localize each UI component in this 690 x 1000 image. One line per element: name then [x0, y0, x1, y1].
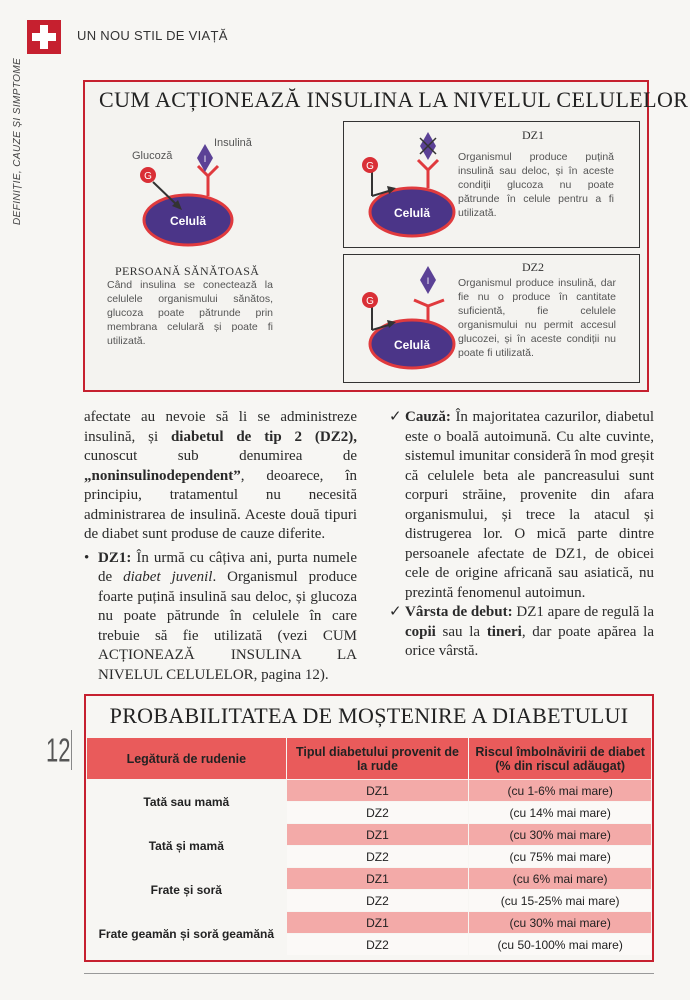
insulin-box-title: CUM ACȚIONEAZĂ INSULINA LA NIVELUL CELULELOR	[99, 87, 689, 112]
table-row	[87, 824, 652, 846]
insulin-receptor	[418, 160, 438, 188]
dz2-heading: DZ2	[522, 260, 544, 274]
type-cell: DZ1	[286, 780, 469, 802]
page-number-rule	[71, 730, 72, 770]
relation-cell: Frate și soră	[87, 868, 287, 912]
intro-paragraph: afectate au nevoie să li se administreze insulină, și diabetul de tip 2 (DZ2), cunoscut sub denumirea de „noninsulinodependent”, deoarece, în principiu, tratamentul nu necesită administrarea de insulină. Aceste două tipuri de diabet sunt produse de cauze diferite.	[84, 409, 357, 542]
risk-cell: (cu 30% mai mare)	[469, 912, 652, 934]
table-header-row	[87, 738, 652, 780]
cell-label: Celulă	[169, 214, 207, 228]
onset-item: ✓ Vârsta de debut: DZ1 apare de regulă la copii sau la tineri, dar poate apărea la orice vârstă.	[389, 604, 654, 659]
side-label: DEFINIȚIE, CAUZE ȘI SIMPTOME	[12, 57, 23, 225]
cross-reference: CUM ACȚIONEAZĂ INSULINA LA NIVELUL CELULELOR	[98, 627, 357, 683]
type-cell: DZ1	[286, 912, 469, 934]
probability-title: PROBABILITATEA DE MOȘTENIRE A DIABETULUI	[109, 703, 629, 728]
insulin-receptor	[414, 300, 444, 322]
risk-cell: (cu 6% mai mare)	[469, 868, 652, 890]
header-risk: Riscul îmbolnăvirii de diabet (% din riscul adăugat)	[469, 738, 652, 780]
type-cell: DZ1	[286, 824, 469, 846]
type-cell: DZ2	[286, 802, 469, 824]
cell-label: Celulă	[393, 206, 431, 220]
dz2-cell-diagram	[350, 262, 460, 378]
running-head: UN NOU STIL DE VIAȚĂ	[77, 28, 228, 43]
page-number: 12	[46, 731, 71, 769]
risk-cell: (cu 50-100% mai mare)	[469, 934, 652, 956]
type-cell: DZ2	[286, 846, 469, 868]
relation-cell: Tată și mamă	[87, 824, 287, 868]
dz1-cell-diagram	[350, 130, 460, 242]
risk-cell: (cu 1-6% mai mare)	[469, 780, 652, 802]
healthy-text: Când insulina se conectează la celulele organismului sănătos, glucoza poate pătrunde prin membrana celulară și poate fi utilizată.	[107, 279, 273, 347]
header-relation: Legătură de rudenie	[87, 738, 287, 780]
type-cell: DZ2	[286, 934, 469, 956]
risk-cell: (cu 15-25% mai mare)	[469, 890, 652, 912]
risk-cell: (cu 14% mai mare)	[469, 802, 652, 824]
dz1-heading: DZ1	[522, 128, 544, 142]
glucose-letter: G	[366, 161, 374, 172]
type-cell: DZ1	[286, 868, 469, 890]
bottom-rule	[84, 973, 654, 974]
header-type: Tipul diabetului provenit de la rude	[286, 738, 469, 780]
checkmark-icon: ✓	[389, 604, 402, 620]
relation-cell: Tată sau mamă	[87, 780, 287, 824]
left-column	[84, 408, 357, 685]
insulin-label: Insulină	[214, 137, 252, 149]
table-row	[87, 868, 652, 890]
glucose-letter: G	[366, 296, 374, 307]
relation-cell: Frate geamăn și soră geamănă	[87, 912, 287, 956]
table-row	[87, 912, 652, 934]
probability-table	[86, 737, 652, 956]
red-cross-icon	[27, 20, 61, 54]
right-column	[389, 408, 654, 662]
glucose-label: Glucoză	[132, 150, 173, 162]
dz1-text: Organismul produce puțină insulină sau deloc, și în aceste condiții glucoza nu poate pătrunde în celule pentru a fi utilizată.	[458, 151, 614, 219]
risk-cell: (cu 30% mai mare)	[469, 824, 652, 846]
bullet-dot-icon: •	[84, 549, 90, 566]
dz1-bullet: • DZ1: În urmă cu câțiva ani, purta numele de diabet juvenil. Organismul produce foarte puțină insulină sau deloc, și glucoza nu poate pătrunde în celulele în care trebuie să fie utilizată (vezi CUM ACȚIONEAZĂ INSULINA LA NIVELUL CELULELOR, pagina 12).	[84, 549, 357, 683]
dz2-text: Organismul produce insulină, dar fie nu o produce în cantitate suficientă, fie celulele organismului nu permit accesul glucozei, și în aceste condiții nu poate fi utilizată.	[458, 277, 616, 359]
type-cell: DZ2	[286, 890, 469, 912]
cause-item: ✓ Cauză: În majoritatea cazurilor, diabetul este o boală autoimună. Cu alte cuvinte, sistemul imunitar consideră în mod greșit că celulele beta ale pancreasului sunt corpuri străine, provenite din afara organismului, și trece la atacul și distrugerea lor. O mică parte dintre persoanele afectate de DZ1, de obicei cele de origine africană sau asiatică, nu prezintă fenomenul autoimun.	[389, 409, 654, 601]
insulin-receptor	[198, 166, 218, 196]
healthy-cell-diagram	[100, 132, 300, 250]
table-row	[87, 780, 652, 802]
healthy-heading: PERSOANĂ SĂNĂTOASĂ	[115, 264, 260, 278]
insulin-letter: I	[203, 154, 207, 164]
cell-label: Celulă	[393, 338, 431, 352]
glucose-letter: G	[144, 171, 152, 182]
checkmark-icon: ✓	[389, 409, 402, 425]
insulin-letter: I	[426, 276, 430, 286]
risk-cell: (cu 75% mai mare)	[469, 846, 652, 868]
